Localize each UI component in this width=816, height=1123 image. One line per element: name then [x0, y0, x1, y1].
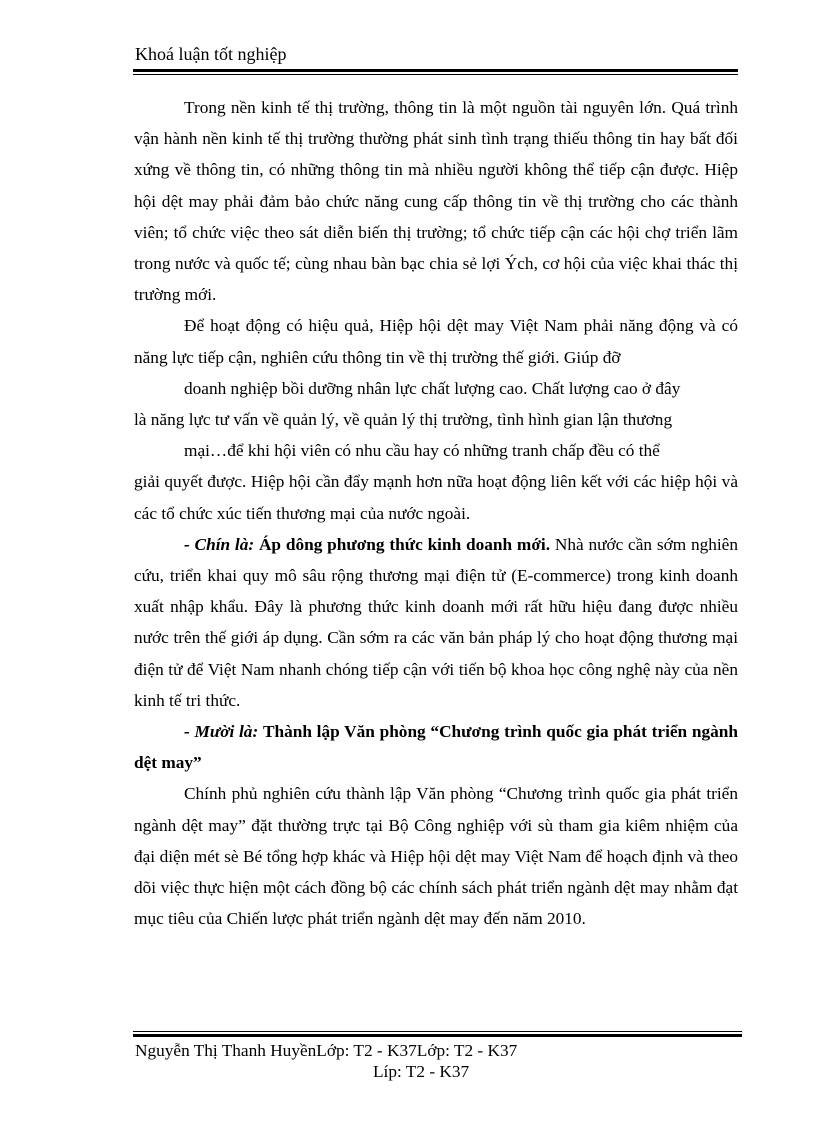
- paragraph-ninth-point: [134, 529, 738, 716]
- ninth-point-body: Nhà nước cần sớm nghiên cứu, triển khai quy mô sâu rộng thương mại điện tử (E-commerce) trong kinh doanh xuất nhập khẩu. Đây là phương thức kinh doanh mới rất hữu hiệu đang được nhiều nước trên thế giới áp dụng. Cần sớm ra các văn bản pháp lý cho hoạt động thương mại điện tử để Việt Nam nhanh chóng tiếp cận với tiến bộ khoa học công nghệ này của nền kinh tế tri thức.: [134, 534, 738, 710]
- document-body: [134, 92, 738, 934]
- paragraph-line-trade: mại…để khi hội viên có nhu cầu hay có những tranh chấp đều có thể: [184, 441, 660, 461]
- paragraph-activity-effective: Để hoạt động có hiệu quả, Hiệp hội dệt may Việt Nam phải năng động và có năng lực tiếp cận, nghiên cứu thông tin về thị trường thế giới. Giúp đỡ: [134, 316, 738, 367]
- paragraph-line-training: doanh nghiệp bồi dưỡng nhân lực chất lượng cao. Chất lượng cao ở đây: [184, 378, 681, 398]
- footer-rule-thick: [133, 1034, 742, 1037]
- paragraph-tenth-point: [134, 716, 738, 778]
- page-header-title: Khoá luận tốt nghiệp: [135, 44, 287, 64]
- footer-author-class: Nguyễn Thị Thanh HuyềnLớp: T2 - K37Lớp: T2 - K37: [135, 1041, 518, 1060]
- footer-rule-thin: [133, 1031, 742, 1032]
- footer-class-line: Líp: T2 - K37: [373, 1062, 470, 1081]
- tenth-point-title: Thành lập Văn phòng “Chương trình quốc gia phát triển ngành dệt may”: [134, 722, 739, 773]
- ninth-point-label: - Chín là:: [184, 534, 255, 554]
- tenth-point-label: - Mười là:: [184, 722, 259, 742]
- paragraph-line-cooperation: giải quyết được. Hiệp hội cần đẩy mạnh hơn nữa hoạt động liên kết với các hiệp hội và các tổ chức xúc tiến thương mại của nước ngoài.: [134, 472, 738, 523]
- paragraph-information-market: Trong nền kinh tế thị trường, thông tin là một nguồn tài nguyên lớn. Quá trình vận hành nền kinh tế thị trường thường phát sinh tình trạng thiếu thông tin hay bất đối xứng về thông tin, có những thông tin mà nhiều người không thể tiếp cận được. Hiệp hội dệt may phải đảm bảo chức năng cung cấp thông tin về thị trường cho các thành viên; tổ chức việc theo sát diễn biến thị trường; tổ chức tiếp cận các hội chợ triển lãm trong nước và quốc tế; cùng nhau bàn bạc chia sẻ lợi Ých, cơ hội của việc khai thác thị trường mới.: [134, 98, 738, 305]
- ninth-point-title: Áp dông phương thức kinh doanh mới.: [258, 534, 551, 554]
- paragraph-government-office: Chính phủ nghiên cứu thành lập Văn phòng “Chương trình quốc gia phát triển ngành dệt may” đặt thường trực tại Bộ Công nghiệp với sù tham gia kiêm nhiệm của đại diện mét sè Bé tổng hợp khác và Hiệp hội dệt may Việt Nam để hoạch định và theo dõi việc thực hiện một cách đồng bộ các chính sách phát triển ngành dệt may nhằm đạt mục tiêu của Chiến lược phát triển ngành dệt may đến năm 2010.: [134, 784, 738, 929]
- paragraph-line-consulting: là năng lực tư vấn về quản lý, về quản lý thị trường, tình hình gian lận thương: [134, 410, 673, 430]
- header-rule-thick: [133, 69, 738, 72]
- header-rule-thin: [133, 74, 738, 75]
